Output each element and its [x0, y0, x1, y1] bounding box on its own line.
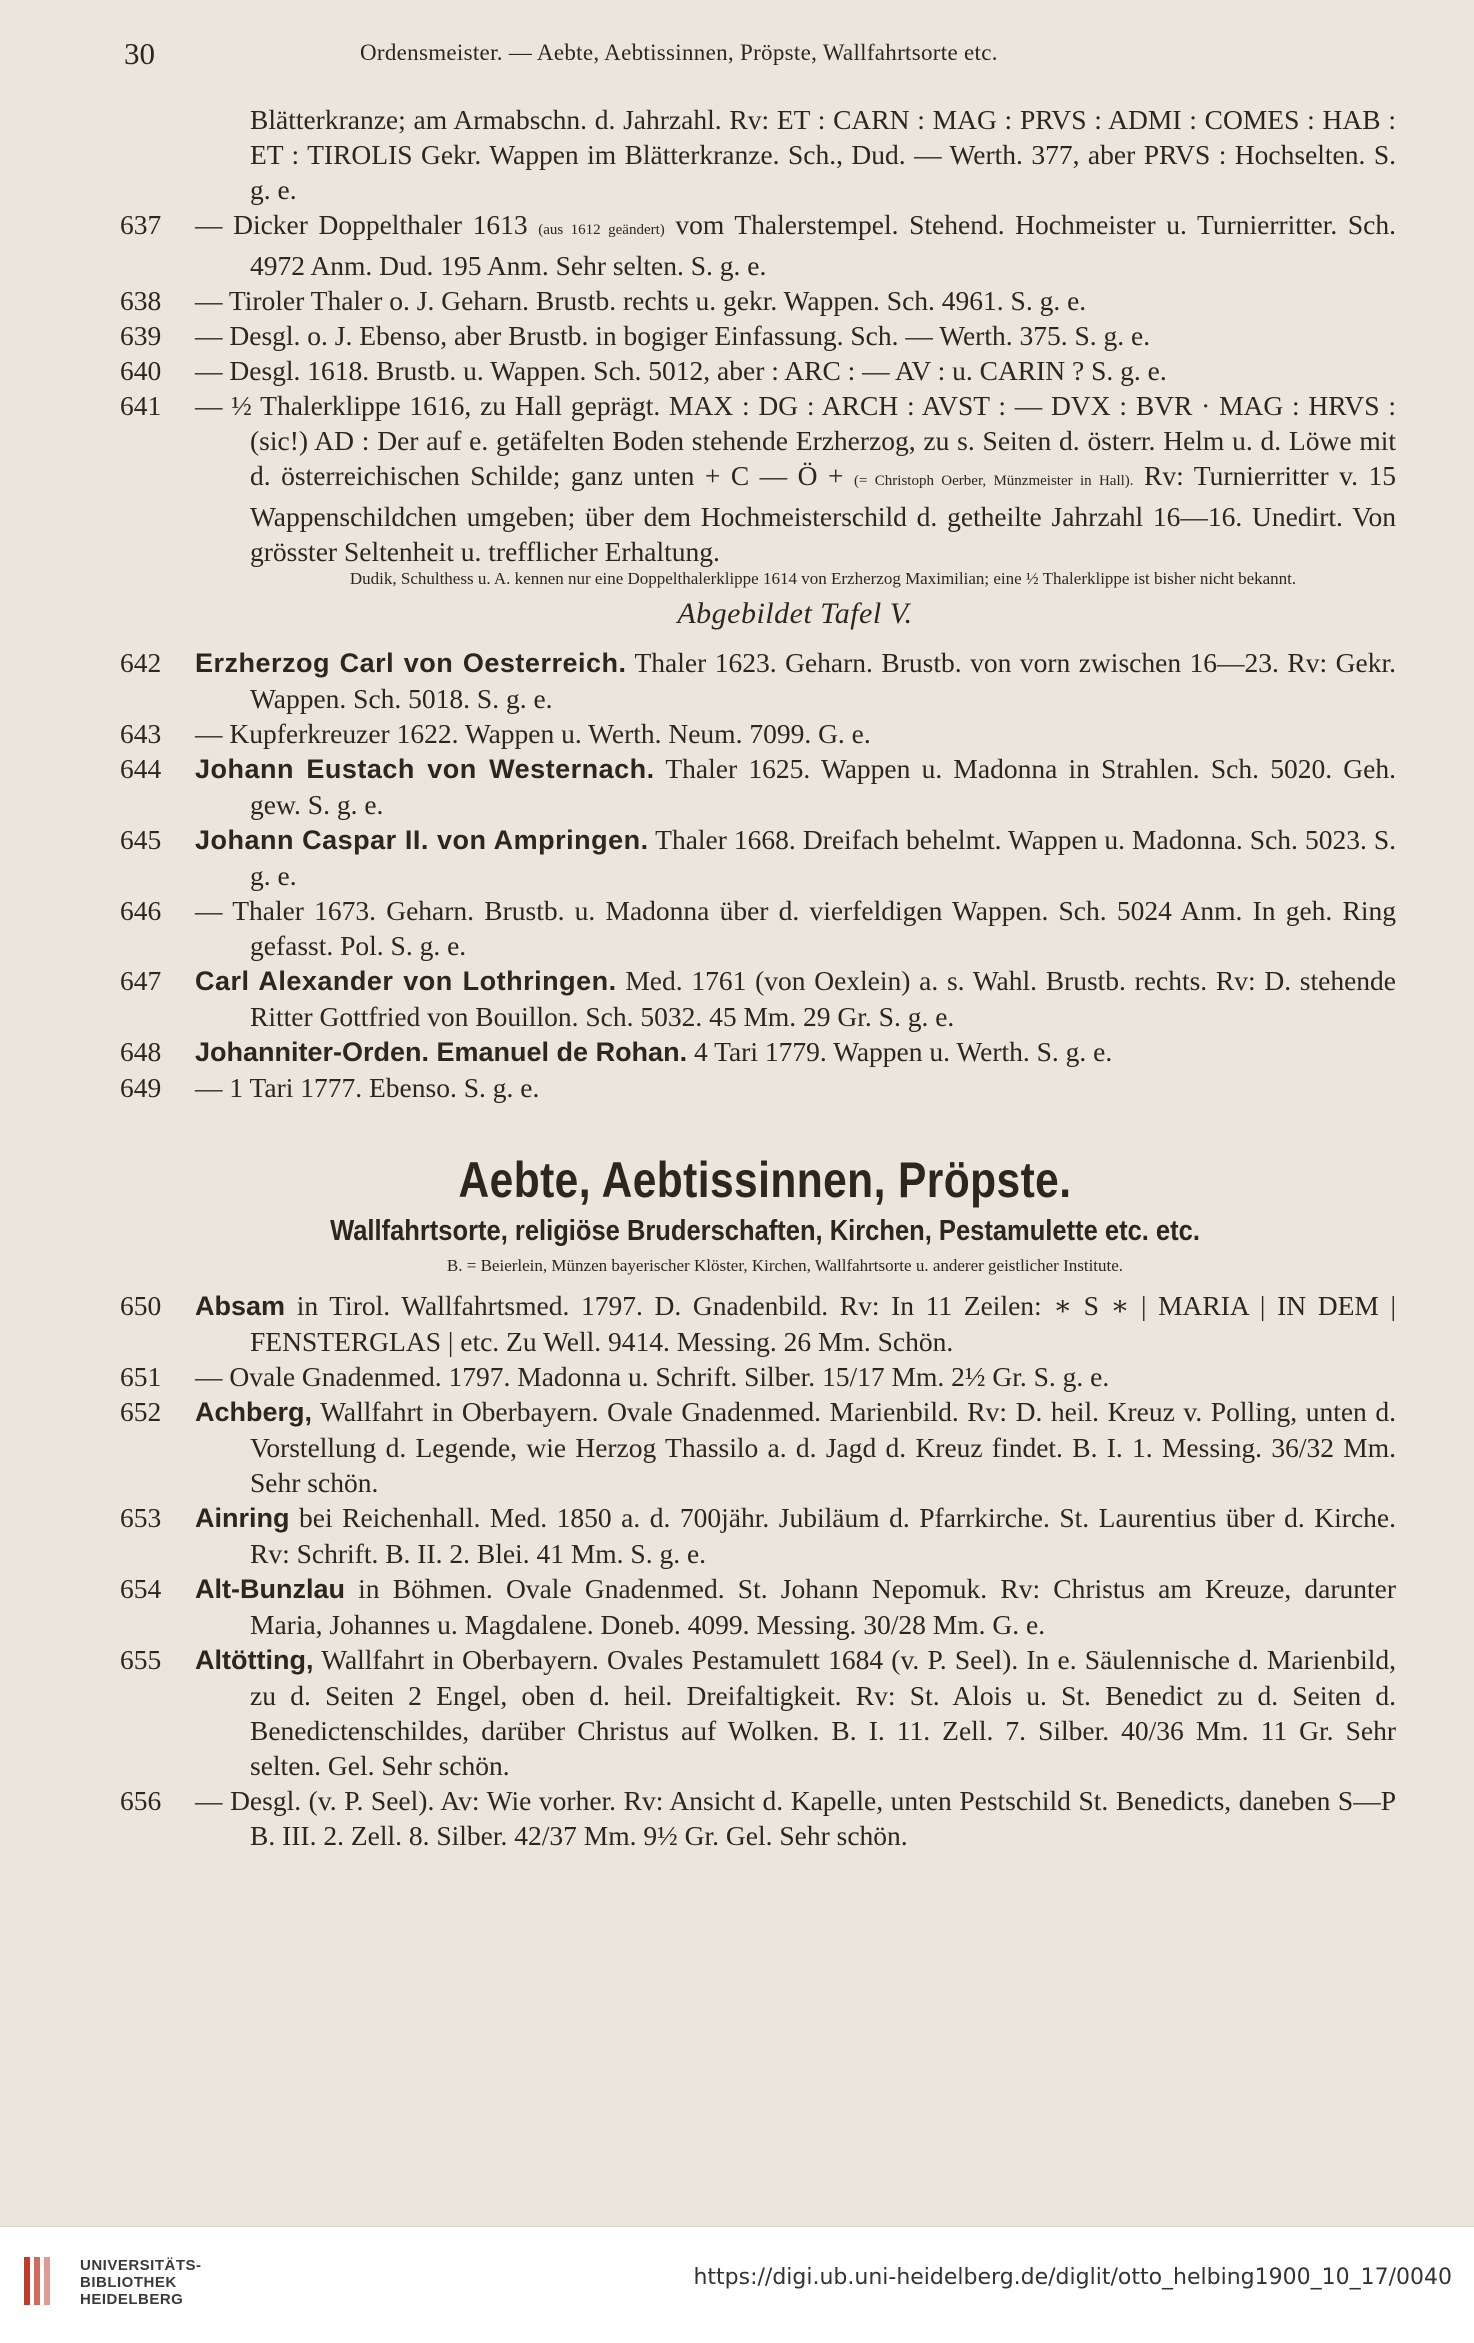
library-logo-text: UNIVERSITÄTS- BIBLIOTHEK HEIDELBERG — [80, 2257, 202, 2308]
entry-653: 653 Ainring bei Reichenhall. Med. 1850 a. d. 700jähr. Jubiläum d. Pfarrkirche. St. Laurentius über d. Kirche. Rv: Schrift. B. II. 2. Blei. 41 Mm. S. g. e. — [120, 1502, 1396, 1569]
entry-638: 638 — Tiroler Thaler o. J. Geharn. Brustb. rechts u. gekr. Wappen. Sch. 4961. S. g. e. — [120, 285, 1087, 316]
entry-number: 637 — [120, 209, 162, 240]
section-abbreviation: B. = Beierlein, Münzen bayerischer Klöster, Kirchen, Wallfahrtsorte u. anderer geistlicher Institute. — [446, 1256, 1124, 1275]
entry-636-continuation: Blätterkranze; am Armabschn. d. Jahrzahl. Rv: ET : CARN : MAG : PRVS : ADMI : COMES : HAB : ET : TIROLIS Gekr. Wappen im Blätterkranze. Sch., Dud. — Werth. 377, aber PRVS : Hochselten. S. g. e. — [250, 104, 1396, 205]
entry-656: 656 — Desgl. (v. P. Seel). Av: Wie vorher. Rv: Ansicht d. Kapelle, unten Pestschild St. Benedicts, daneben S—P B. III. 2. Zell. 8. Silber. 42/37 Mm. 9½ Gr. Gel. Sehr schön. — [120, 1785, 1396, 1851]
entry-name: Carl Alexander von Lothringen. — [195, 966, 617, 996]
entry-number: 648 — [120, 1036, 162, 1067]
entry-650: 650 Absam in Tirol. Wallfahrtsmed. 1797. D. Gnadenbild. Rv: In 11 Zeilen: ∗ S ∗ | MARIA | IN DEM | FENSTERGLAS | etc. Zu Well. 9414. Messing. 26 Mm. Schön. — [120, 1290, 1396, 1357]
entry-number: 645 — [120, 824, 162, 855]
running-head: Ordensmeister. — Aebte, Aebtissinnen, Pröpste, Wallfahrtsorte etc. — [360, 40, 998, 65]
entry-number: 653 — [120, 1502, 162, 1533]
entry-number: 647 — [120, 965, 162, 996]
section-title: Aebte, Aebtissinnen, Pröpste. — [458, 1152, 1072, 1208]
page-number: 30 — [124, 36, 155, 71]
entry-649: 649 — 1 Tari 1777. Ebenso. S. g. e. — [120, 1072, 540, 1103]
entry-number: 640 — [120, 355, 162, 386]
entry-number: 655 — [120, 1644, 162, 1675]
entry-644: 644 Johann Eustach von Westernach. Thaler 1625. Wappen u. Madonna in Strahlen. Sch. 5020. Geh. gew. S. g. e. — [120, 753, 1396, 820]
entry-640: 640 — Desgl. 1618. Brustb. u. Wappen. Sch. 5012, aber : ARC : — AV : u. CARIN ? S. g. e. — [120, 355, 1167, 386]
entry-654: 654 Alt-Bunzlau in Böhmen. Ovale Gnadenmed. St. Johann Nepomuk. Rv: Christus am Kreuze, darunter Maria, Johannes u. Magdalene. Doneb. 4099. Messing. 30/28 Mm. G. e. — [120, 1573, 1397, 1640]
entry-642: 642 Erzherzog Carl von Oesterreich. Thaler 1623. Geharn. Brustb. von vorn zwischen 16—23. Rv: Gekr. Wappen. Sch. 5018. S. g. e. — [120, 647, 1396, 714]
entry-number: 656 — [120, 1785, 162, 1816]
entry-number: 650 — [120, 1290, 162, 1321]
entry-645: 645 Johann Caspar II. von Ampringen. Thaler 1668. Dreifach behelmt. Wappen u. Madonna. Sch. 5023. S. g. e. — [120, 824, 1397, 891]
entry-number: 649 — [120, 1072, 162, 1103]
entry-name: Achberg, — [195, 1397, 313, 1427]
plate-reference: Abgebildet Tafel V. — [677, 597, 913, 630]
entry-name: Johann Caspar II. von Ampringen. — [195, 825, 649, 855]
page-header — [0, 28, 1474, 88]
entry-number: 652 — [120, 1396, 162, 1427]
footnote-641: Dudik, Schulthess u. A. kennen nur eine Doppelthalerklippe 1614 von Erzherzog Maximilian; eine ½ Thalerklippe ist bisher nicht bekannt. — [349, 569, 1297, 588]
entry-name: Ainring — [195, 1503, 290, 1533]
entry-641: 641 — ½ Thalerklippe 1616, zu Hall geprägt. MAX : DG : ARCH : AVST : — DVX : BVR · MAG : HRVS : (sic!) AD : Der auf e. getäfelten Boden stehende Erzherzog, zu s. Seiten d. österr. Helm u. d. Löwe mit d. österreichischen Schilde; ganz unten + C — Ö + (= Christoph Oerber, Münzmeister in Hall). Rv: Turnierritter v. 15 Wappenschildchen umgeben; über dem Hochmeisterschild d. getheilte Jahrzahl 16—16. Unedirt. Von grösster Seltenheit u. trefflicher Erhaltung. — [120, 390, 1397, 567]
entry-name: Altötting, — [195, 1645, 314, 1675]
entry-number: 651 — [120, 1361, 162, 1392]
entry-name: Absam — [195, 1291, 286, 1321]
entry-648: 648 Johanniter-Orden. Emanuel de Rohan. 4 Tari 1779. Wappen u. Werth. S. g. e. — [120, 1036, 1113, 1067]
entry-643: 643 — Kupferkreuzer 1622. Wappen u. Werth. Neum. 7099. G. e. — [120, 718, 871, 749]
entry-652: 652 Achberg, Wallfahrt in Oberbayern. Ovale Gnadenmed. Marienbild. Rv: D. heil. Kreuz v. Polling, unten d. Vorstellung d. Legende, wie Herzog Thassilo a. d. Jagd d. Kreuz findet. B. I. 1. Messing. 36/32 Mm. Sehr schön. — [120, 1396, 1396, 1498]
entry-name: Johanniter-Orden. Emanuel de Rohan. — [195, 1037, 688, 1067]
entry-655: 655 Altötting, Wallfahrt in Oberbayern. Ovales Pestamulett 1684 (v. P. Seel). In e. Säulennische d. Marienbild, zu d. Seiten 2 Engel, oben d. heil. Dreifaltigkeit. Rv: St. Alois u. St. Benedict zu d. Seiten d. Benedictenschildes, darüber Christus auf Wolken. B. I. 11. Zell. 7. Silber. 40/36 Mm. 11 Gr. Sehr selten. Gel. Sehr schön. — [120, 1644, 1396, 1781]
entry-number: 639 — [120, 320, 162, 351]
entry-number: 638 — [120, 285, 162, 316]
entry-651: 651 — Ovale Gnadenmed. 1797. Madonna u. Schrift. Silber. 15/17 Mm. 2½ Gr. S. g. e. — [120, 1361, 1110, 1392]
entry-647: 647 Carl Alexander von Lothringen. Med. 1761 (von Oexlein) a. s. Wahl. Brustb. rechts. Rv: D. stehende Ritter Gottfried von Bouillon. Sch. 5032. 45 Mm. 29 Gr. S. g. e. — [120, 965, 1397, 1032]
viewer-footer — [0, 2226, 1474, 2343]
entry-name: Alt-Bunzlau — [195, 1574, 345, 1604]
entry-639: 639 — Desgl. o. J. Ebenso, aber Brustb. in bogiger Einfassung. Sch. — Werth. 375. S. g. e. — [120, 320, 1151, 351]
page-body — [120, 102, 1410, 1853]
library-logo-icon — [18, 2251, 68, 2311]
entry-name: Johann Eustach von Westernach. — [195, 754, 655, 784]
section-subtitle: Wallfahrtsorte, religiöse Bruderschaften, Kirchen, Pestamulette etc. etc. — [330, 1215, 1200, 1247]
entry-number: 643 — [120, 718, 162, 749]
entry-name: Erzherzog Carl von Oesterreich. — [195, 648, 627, 678]
entry-number: 644 — [120, 753, 162, 784]
entry-646: 646 — Thaler 1673. Geharn. Brustb. u. Madonna über d. vierfeldigen Wappen. Sch. 5024 Anm. In geh. Ring gefasst. Pol. S. g. e. — [120, 895, 1396, 961]
permalink-url[interactable]: https://digi.ub.uni-heidelberg.de/diglit/otto_helbing1900_10_17/0040 — [693, 2265, 1452, 2290]
entry-637: 637 — Dicker Doppelthaler 1613 (aus 1612 geändert) vom Thalerstempel. Stehend. Hochmeister u. Turnierritter. Sch. 4972 Anm. Dud. 195 Anm. Sehr selten. S. g. e. — [120, 209, 1396, 281]
entry-number: 641 — [120, 390, 162, 421]
entry-number: 654 — [120, 1573, 162, 1604]
entry-number: 642 — [120, 647, 162, 678]
entry-number: 646 — [120, 895, 162, 926]
